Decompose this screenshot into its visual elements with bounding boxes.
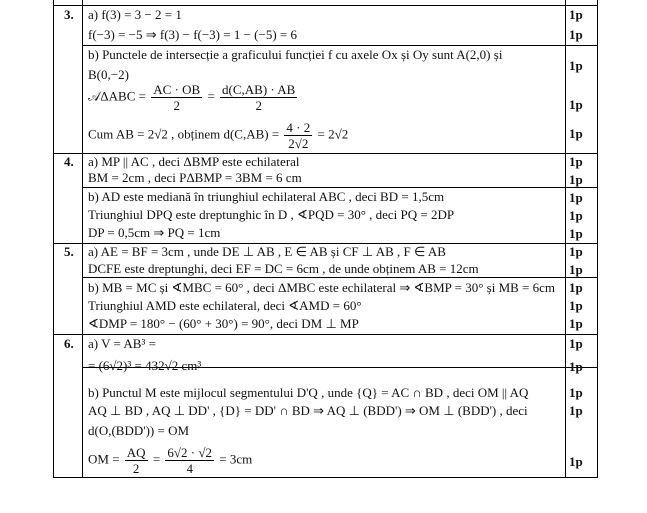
text: OM = xyxy=(88,451,120,467)
points: 1p xyxy=(569,280,583,295)
problem-number: 5. xyxy=(64,244,74,259)
points: 1p xyxy=(569,154,583,169)
text: = 3cm xyxy=(219,451,253,467)
solution-line: BM = 2cm , deci PΔBMP = 3BM = 6 cm xyxy=(88,170,302,185)
solution-line: f(−3) = −5 ⇒ f(3) − f(−3) = 1 − (−5) = 6 xyxy=(88,27,297,42)
problem-number: 3. xyxy=(64,7,74,22)
solution-line: ∢DMP = 180° − (60° + 30°) = 90°, deci DM ⊥ MP xyxy=(88,316,359,331)
solution-line: B(0,−2) xyxy=(88,67,129,82)
points: 1p xyxy=(569,403,583,418)
column-divider xyxy=(565,0,566,478)
fraction: $\frac{AQ}{2}$ xyxy=(126,445,146,476)
table-border xyxy=(53,5,598,6)
solution-line: a) AE = BF = 3cm , unde DE ⊥ AB , E ∈ AB și CF ⊥ AB , F ∈ AB xyxy=(88,244,446,259)
text: = 2√2 xyxy=(317,126,349,142)
fraction: $\frac{AC \cdot OB}{2}$ xyxy=(153,82,201,113)
points: 1p xyxy=(569,454,583,469)
points: 1p xyxy=(569,298,583,313)
points: 1p xyxy=(569,58,583,73)
points: 1p xyxy=(569,226,583,241)
solution-line: Triunghiul AMD este echilateral, deci ∢AMD = 60° xyxy=(88,298,362,313)
points: 1p xyxy=(569,262,583,277)
row-divider xyxy=(82,45,598,46)
solution-line: b) MB = MC și ∢MBC = 60° , deci ΔMBC este echilateral ⇒ ∢BMP = 30° și MB = 6cm xyxy=(88,280,556,295)
fraction: $\frac{4 \cdot 2}{2√2}$ xyxy=(286,120,311,151)
points: 1p xyxy=(569,244,583,259)
solution-line: AQ ⊥ BD , AQ ⊥ DD' , {D} = DD' ∩ BD ⇒ AQ ⊥ (BDD') ⇒ OM ⊥ (BDD') , deci xyxy=(88,403,528,418)
table-border xyxy=(53,0,54,478)
solution-line: b) Punctul M este mijlocul segmentului D'Q , unde {Q} = AC ∩ BD , deci OM || AQ xyxy=(88,385,529,400)
points: 1p xyxy=(569,359,583,374)
solution-line: b) Punctele de intersecție a graficului funcției f cu axele Ox și Oy sunt A(2,0) și xyxy=(88,47,503,62)
solution-line: DP = 0,5cm ⇒ PQ = 1cm xyxy=(88,225,221,240)
fraction: $\frac{6√2 \cdot √2}{4}$ xyxy=(167,445,213,476)
solution-line: d(O,(BDD')) = OM xyxy=(88,423,190,438)
row-divider xyxy=(82,277,598,278)
text: Cum AB = 2√2 , obținem d(C,AB) = xyxy=(88,126,280,142)
solution-line: a) V = AB³ = xyxy=(88,336,156,351)
problem-number: 6. xyxy=(64,336,74,351)
column-divider xyxy=(82,0,83,478)
solution-line xyxy=(88,445,252,476)
points: 1p xyxy=(569,208,583,223)
points: 1p xyxy=(569,190,583,205)
fraction: $\frac{d(C,AB) \cdot AB}{2}$ xyxy=(222,82,296,113)
solution-line xyxy=(88,120,348,151)
problem-number: 4. xyxy=(64,154,74,169)
points: 1p xyxy=(569,316,583,331)
points: 1p xyxy=(569,385,583,400)
row-divider xyxy=(53,334,598,335)
solution-line: DCFE este dreptunghi, deci EF = DC = 6cm , de unde obținem AB = 12cm xyxy=(88,261,479,276)
points: 1p xyxy=(569,126,583,141)
row-divider xyxy=(82,187,598,188)
points: 1p xyxy=(569,7,583,22)
solution-line: a) MP || AC , deci ΔBMP este echilateral xyxy=(88,154,300,169)
area-label: 𝒜ΔABC = xyxy=(88,88,146,104)
points: 1p xyxy=(569,172,583,187)
points: 1p xyxy=(569,27,583,42)
table-border xyxy=(597,0,598,478)
solution-line: a) f(3) = 3 − 2 = 1 xyxy=(88,7,182,22)
solution-line-area xyxy=(88,82,299,113)
equals: = xyxy=(207,88,215,104)
solution-line: b) AD este mediană în triunghiul echilateral ABC , deci BD = 1,5cm xyxy=(88,189,445,204)
solution-line: = (6√2)³ = 432√2 cm³ xyxy=(88,358,202,373)
solution-line: Triunghiul DPQ este dreptunghic în D , ∢PQD = 30° , deci PQ = 2DP xyxy=(88,207,455,222)
points: 1p xyxy=(569,336,583,351)
table-border xyxy=(53,477,598,478)
equals: = xyxy=(152,451,161,467)
points: 1p xyxy=(569,97,583,112)
